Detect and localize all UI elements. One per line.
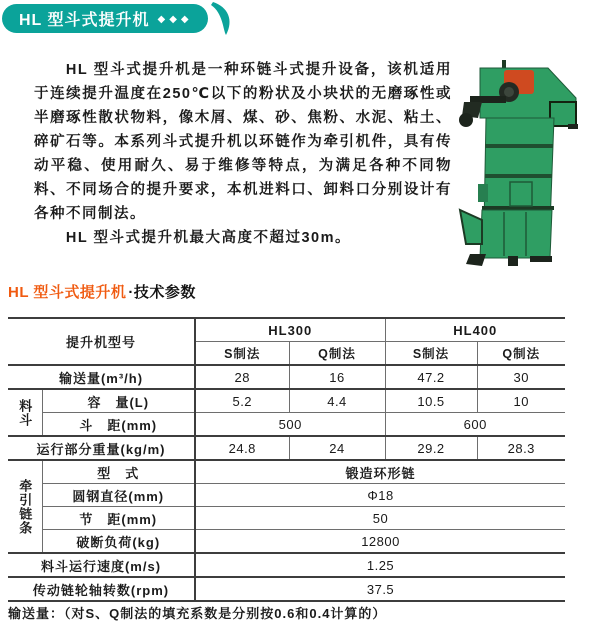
cell-sprocket-rpm-label: 传动链轮轴转数(rpm) — [8, 577, 195, 601]
cell-conveying-0: 28 — [195, 365, 289, 389]
table-row — [8, 389, 565, 413]
cell-running-weight-2: 29.2 — [385, 436, 477, 460]
table-row — [8, 553, 565, 577]
cell-model-label: 提升机型号 — [66, 335, 137, 350]
cell-conveying-2: 47.2 — [385, 365, 477, 389]
table-row — [8, 460, 565, 484]
bucket-elevator-image — [452, 58, 604, 270]
table-row — [8, 413, 565, 437]
cell-bucket-pitch-hl300: 500 — [195, 413, 385, 437]
cell-bucket-speed-value: 1.25 — [195, 553, 565, 577]
product-photo — [452, 58, 604, 275]
cell-chain-type-label: 型 式 — [42, 460, 195, 484]
page-header-banner — [2, 4, 235, 34]
cell-link-pitch-value: 50 — [195, 507, 565, 530]
section-title-suffix: ·技术参数 — [128, 284, 196, 301]
cell-model-hl300: HL300 — [195, 318, 385, 342]
table-row — [8, 318, 565, 342]
cell-bucket-speed-label: 料斗运行速度(m/s) — [8, 553, 195, 577]
cell-breaking-load-value: 12800 — [195, 530, 565, 554]
cell-rod-diameter-label: 圆钢直径(mm) — [42, 484, 195, 507]
table-row — [8, 365, 565, 389]
diamonds-decoration: ◆◆◆ — [157, 14, 193, 25]
cell-capacity-label: 容 量(L) — [42, 389, 195, 413]
cell-capacity-1: 4.4 — [289, 389, 385, 413]
cell-conveying-1: 16 — [289, 365, 385, 389]
intro-text-column — [34, 58, 452, 275]
cell-running-weight-1: 24 — [289, 436, 385, 460]
cell-running-weight-0: 24.8 — [195, 436, 289, 460]
cell-sprocket-rpm-value: 37.5 — [195, 577, 565, 601]
cell-capacity-2: 10.5 — [385, 389, 477, 413]
cell-running-weight-3: 28.3 — [477, 436, 565, 460]
section-title-highlight: HL 型斗式提升机 — [8, 284, 127, 301]
intro-section — [0, 58, 604, 275]
table-row — [8, 484, 565, 507]
intro-paragraph-1: HL 型斗式提升机是一种环链斗式提升设备，该机适用于连续提升温度在250℃以下的粉状及小块状的无磨琢性或半磨琢性散状物料，像木屑、煤、砂、焦粉、水泥、粘土、碎矿石等。本系列斗式提升机以环链作为牵引机件，具有传动平稳、使用耐久、易于维修等特点，为满足各种不同物料、不同场合的提升要求，本机进料口、卸料口分别设计有各种不同制法。 — [34, 62, 452, 222]
swoosh-icon — [211, 2, 235, 36]
cell-conveying-label: 输送量(m³/h) — [8, 365, 195, 389]
cell-breaking-load-label: 破断负荷(kg) — [42, 530, 195, 554]
cell-method-2: S制法 — [385, 342, 477, 366]
banner-pill — [2, 4, 208, 33]
cell-capacity-3: 10 — [477, 389, 565, 413]
cell-bucket-pitch-hl400: 600 — [385, 413, 565, 437]
cell-method-0: S制法 — [195, 342, 289, 366]
cell-method-1: Q制法 — [289, 342, 385, 366]
table-row — [8, 530, 565, 554]
banner-title: HL 型斗式提升机 — [19, 12, 150, 29]
table-row — [8, 577, 565, 601]
intro-paragraph-2: HL 型斗式提升机最大高度不超过30m。 — [65, 230, 352, 246]
cell-rod-diameter-value: Φ18 — [195, 484, 565, 507]
cell-method-3: Q制法 — [477, 342, 565, 366]
table-row — [8, 507, 565, 530]
cell-group-bucket: 料斗 — [8, 389, 42, 436]
table-footnote: 输送量：（对S、Q制法的填充系数是分别按0.6和0.4计算的） — [8, 606, 387, 621]
cell-link-pitch-label: 节 距(mm) — [42, 507, 195, 530]
cell-group-chain: 牵引链条 — [8, 460, 42, 553]
cell-model-hl400: HL400 — [385, 318, 565, 342]
cell-conveying-3: 30 — [477, 365, 565, 389]
cell-capacity-0: 5.2 — [195, 389, 289, 413]
cell-running-weight-label: 运行部分重量(kg/m) — [8, 436, 195, 460]
cell-bucket-pitch-label: 斗 距(mm) — [42, 413, 195, 437]
spec-table — [8, 317, 565, 602]
section-title — [8, 281, 196, 302]
table-row — [8, 436, 565, 460]
cell-chain-type-value: 锻造环形链 — [195, 460, 565, 484]
